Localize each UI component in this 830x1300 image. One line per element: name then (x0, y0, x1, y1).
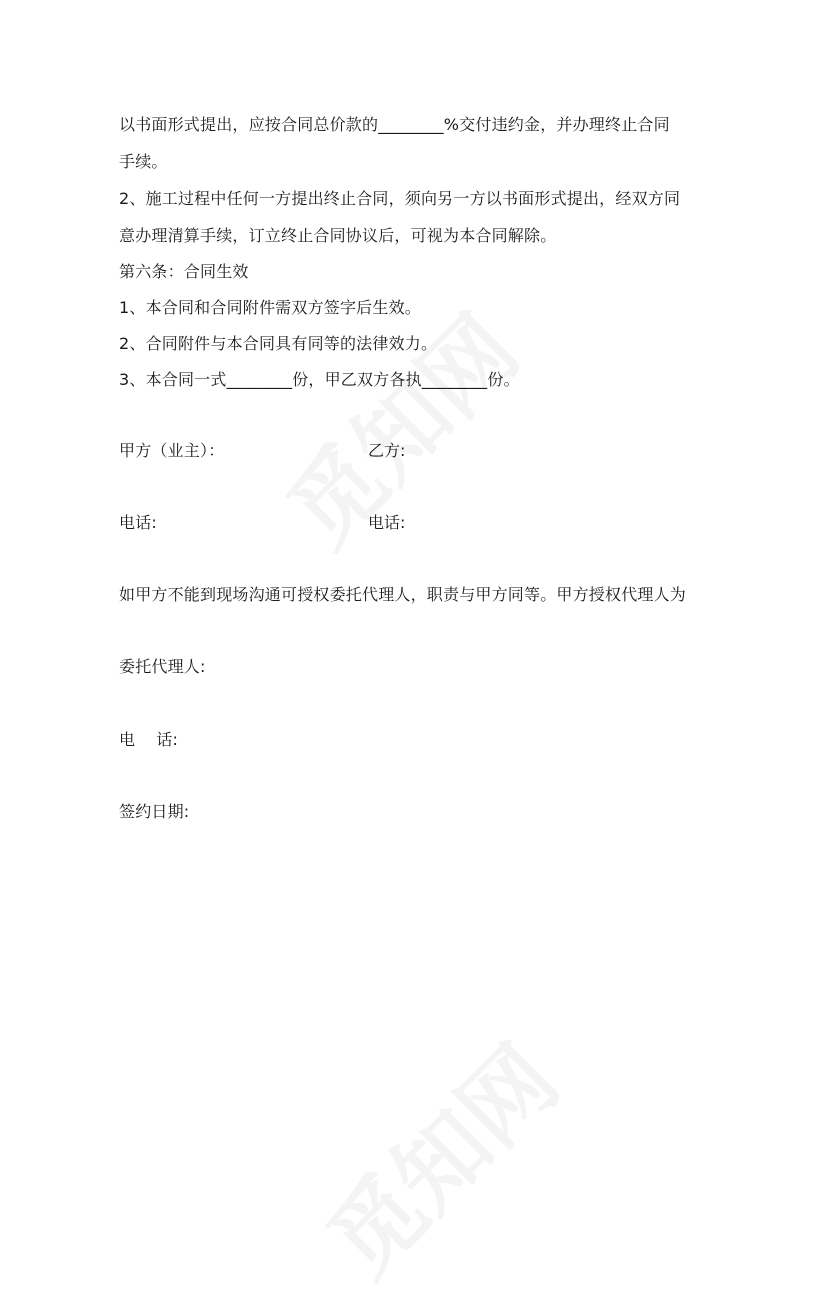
paragraph-line: 手续。 (119, 152, 168, 171)
agent-label: 委托代理人: (119, 657, 206, 676)
agent-note: 如甲方不能到现场沟通可授权委托代理人，职责与甲方同等。甲方授权代理人为 (119, 585, 687, 604)
clause-line: 1、本合同和合同附件需双方签字后生效。 (119, 298, 421, 317)
clause-line: 3、本合同一式________份，甲乙双方各执________份。 (119, 370, 520, 389)
clause-line: 2、合同附件与本合同具有同等的法律效力。 (119, 334, 438, 353)
watermark (294, 1012, 583, 1300)
phone-b-label: 电话: (368, 513, 406, 532)
sign-date-label: 签约日期: (119, 802, 190, 821)
paragraph-line: 意办理清算手续，订立终止合同协议后，可视为本合同解除。 (119, 226, 557, 245)
paragraph-line: 2、施工过程中任何一方提出终止合同，须向另一方以书面形式提出，经双方同 (119, 189, 681, 208)
section-heading: 第六条：合同生效 (119, 262, 249, 281)
phone-a-label: 电话: (119, 513, 157, 532)
party-a-label: 甲方（业主）： (119, 441, 225, 460)
party-b-label: 乙方: (368, 441, 406, 460)
paragraph-line: 以书面形式提出，应按合同总价款的________%交付违约金，并办理终止合同 (119, 115, 670, 134)
agent-phone-label: 电 话: (119, 730, 179, 749)
